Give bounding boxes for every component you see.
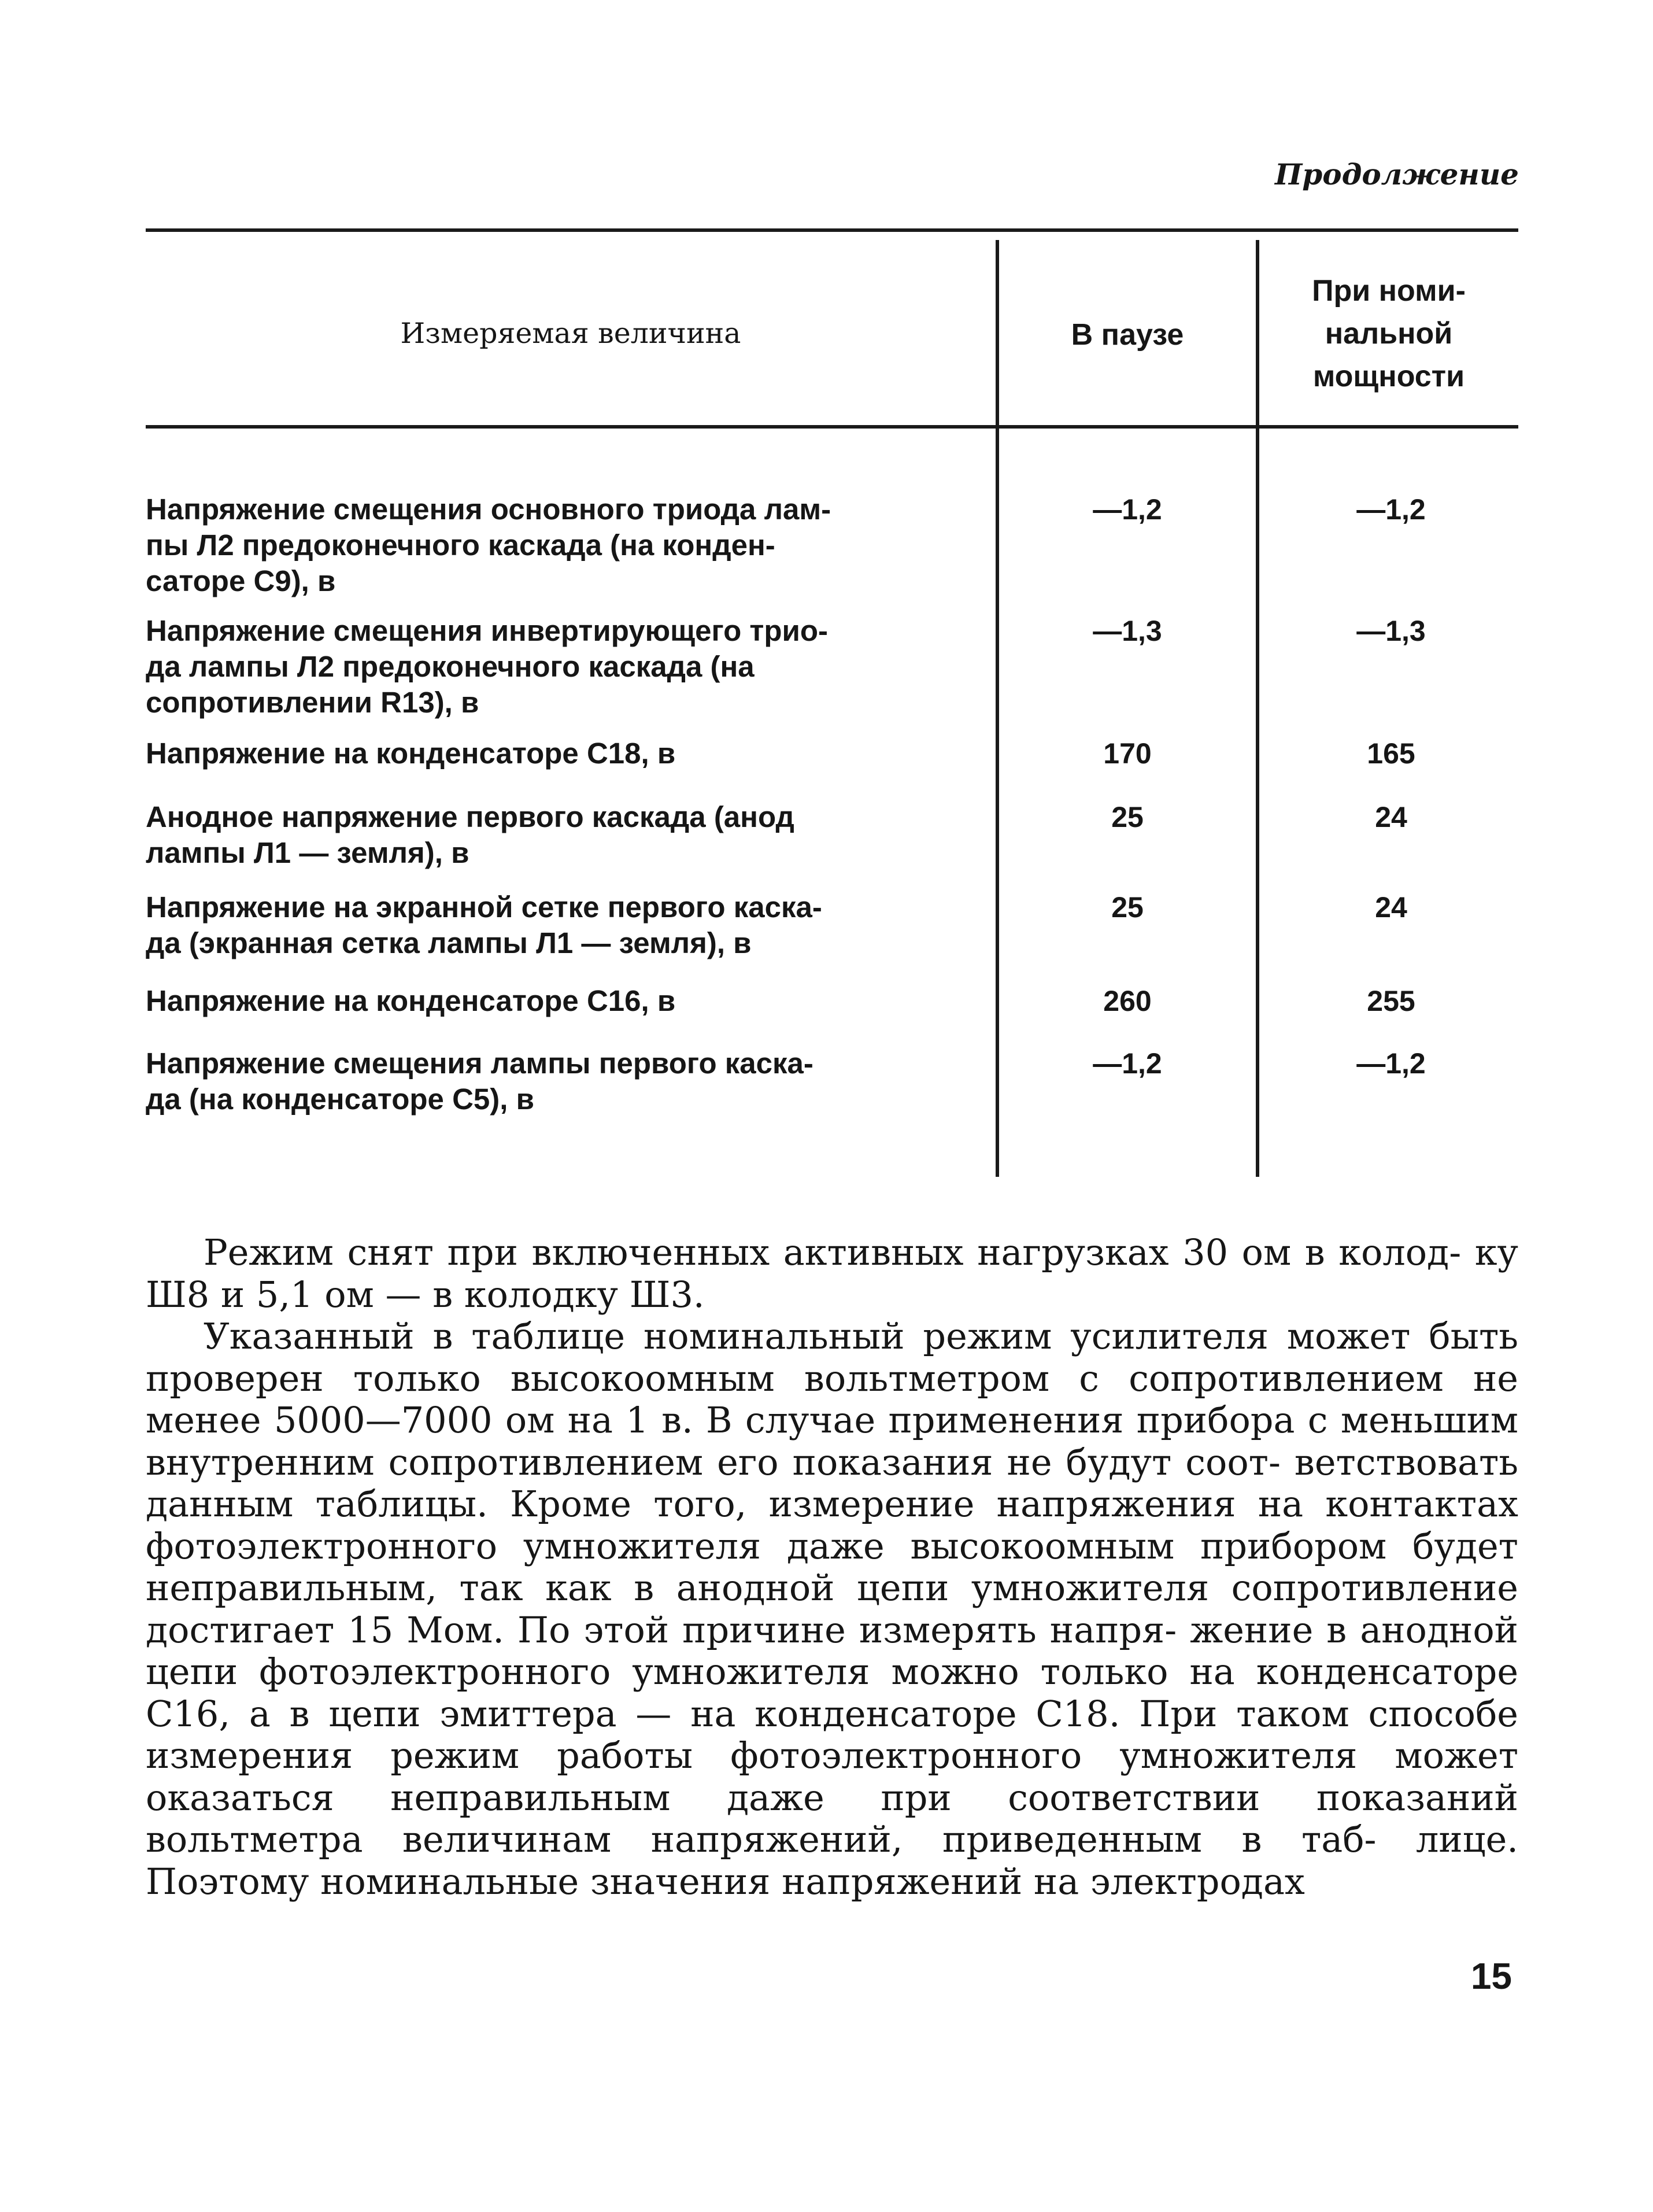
cell-pause: —1,2	[1093, 493, 1162, 526]
text-line: ветствовать данным таблицы. Кроме того, измерение напряжения	[146, 1441, 1518, 1525]
body-text	[146, 1232, 1518, 1903]
table-row-label	[146, 983, 955, 1019]
text-line: прибором будет неправильным, так как в анодной цепи умножителя	[146, 1524, 1518, 1609]
text-line: ку Ш8 и 5,1 ом — в колодку Ш3.	[146, 1231, 1518, 1316]
label-line: Напряжение на конденсаторе С18, в	[146, 737, 676, 770]
page-number: 15	[1470, 1955, 1512, 1997]
table-row-label	[146, 736, 955, 771]
cell-nominal: —1,3	[1356, 615, 1426, 647]
cell-pause: 25	[1111, 891, 1144, 924]
cell-nominal: —1,2	[1356, 493, 1426, 526]
text-line: При таком способе измерения режим работы фотоэлектронного	[146, 1692, 1518, 1777]
text-line: на контактах фотоэлектронного умножителя даже высокоомным	[146, 1483, 1519, 1567]
table-row-label	[146, 889, 955, 961]
text-line: не менее 5000—7000 ом на 1 в. В случае применения прибора с	[146, 1357, 1518, 1441]
label-line: пы Л2 предоконечного каскада (на конден-	[146, 529, 775, 562]
cell-pause: —1,3	[1093, 615, 1162, 647]
label-line: Напряжение смещения инвертирующего трио-	[146, 614, 829, 647]
label-line: Напряжение смещения лампы первого каска-	[146, 1047, 813, 1080]
text-line: Указанный в таблице номинальный режим усилителя может	[204, 1315, 1429, 1357]
text-line: меньшим внутренним сопротивлением его показания не будут соот-	[146, 1399, 1518, 1483]
text-line: сопротивление достигает 15 Мом. По этой причине измерять напря-	[146, 1567, 1518, 1651]
cell-nominal: —1,2	[1356, 1047, 1426, 1080]
cell-nominal: 24	[1375, 891, 1407, 924]
table-row-label	[146, 613, 955, 721]
cell-pause: 260	[1103, 985, 1152, 1017]
paragraph-1	[146, 1232, 1518, 1316]
cell-nominal: 165	[1367, 737, 1415, 770]
label-line: да (экранная сетка лампы Л1 — земля), в	[146, 926, 752, 959]
label-line: лампы Л1 — земля), в	[146, 836, 469, 869]
cell-pause: 25	[1111, 801, 1144, 833]
label-line: Напряжение на конденсаторе С16, в	[146, 984, 676, 1017]
header-nominal-line: мощности	[1312, 360, 1465, 393]
label-line: Напряжение смещения основного триода лам-	[146, 493, 831, 526]
label-line: Напряжение на экранной сетке первого каска-	[146, 891, 822, 924]
text-line: лице. Поэтому номинальные значения напряжений на электродах	[146, 1818, 1518, 1903]
text-line: быть проверен только высокоомным вольтметром с сопротивлением	[146, 1315, 1518, 1399]
text-line: показаний вольтметра величинам напряжений, приведенным в таб-	[146, 1776, 1518, 1860]
label-line: да лампы Л2 предоконечного каскада (на	[146, 650, 755, 683]
cell-nominal: 24	[1375, 801, 1407, 833]
header-nominal-line: При номи-	[1312, 274, 1466, 308]
label-line: да (на конденсаторе С5), в	[146, 1083, 534, 1116]
continuation-label: Продолжение	[1275, 157, 1519, 191]
text-line: умножителя может оказаться неправильным даже при соответствии	[146, 1734, 1518, 1819]
text-line: Режим снят при включенных активных нагрузках 30 ом в колод-	[204, 1231, 1475, 1273]
header-quantity: Измеряемая величина	[400, 317, 741, 350]
table-row-label	[146, 492, 955, 599]
cell-nominal: 255	[1367, 985, 1415, 1017]
cell-pause: —1,2	[1093, 1047, 1162, 1080]
label-line: сопротивлении R13), в	[146, 686, 479, 719]
paragraph-2	[146, 1316, 1518, 1903]
header-pause: В паузе	[1071, 318, 1184, 352]
label-line: Анодное напряжение первого каскада (анод	[146, 800, 794, 833]
table-header-rule	[146, 425, 1518, 429]
header-nominal-line: нальной	[1325, 317, 1453, 350]
header-nominal	[1259, 269, 1518, 398]
table-column-divider-1	[996, 240, 999, 1177]
cell-pause: 170	[1103, 737, 1152, 770]
text-line: на конденсаторе С16, а в цепи эмиттера — на конденсаторе С18.	[146, 1650, 1519, 1735]
table-row-label	[146, 799, 955, 871]
label-line: саторе С9), в	[146, 564, 336, 597]
text-line: жение в анодной цепи фотоэлектронного умножителя можно только	[146, 1608, 1519, 1693]
table-row-label	[146, 1046, 955, 1117]
table-top-rule	[146, 228, 1518, 232]
